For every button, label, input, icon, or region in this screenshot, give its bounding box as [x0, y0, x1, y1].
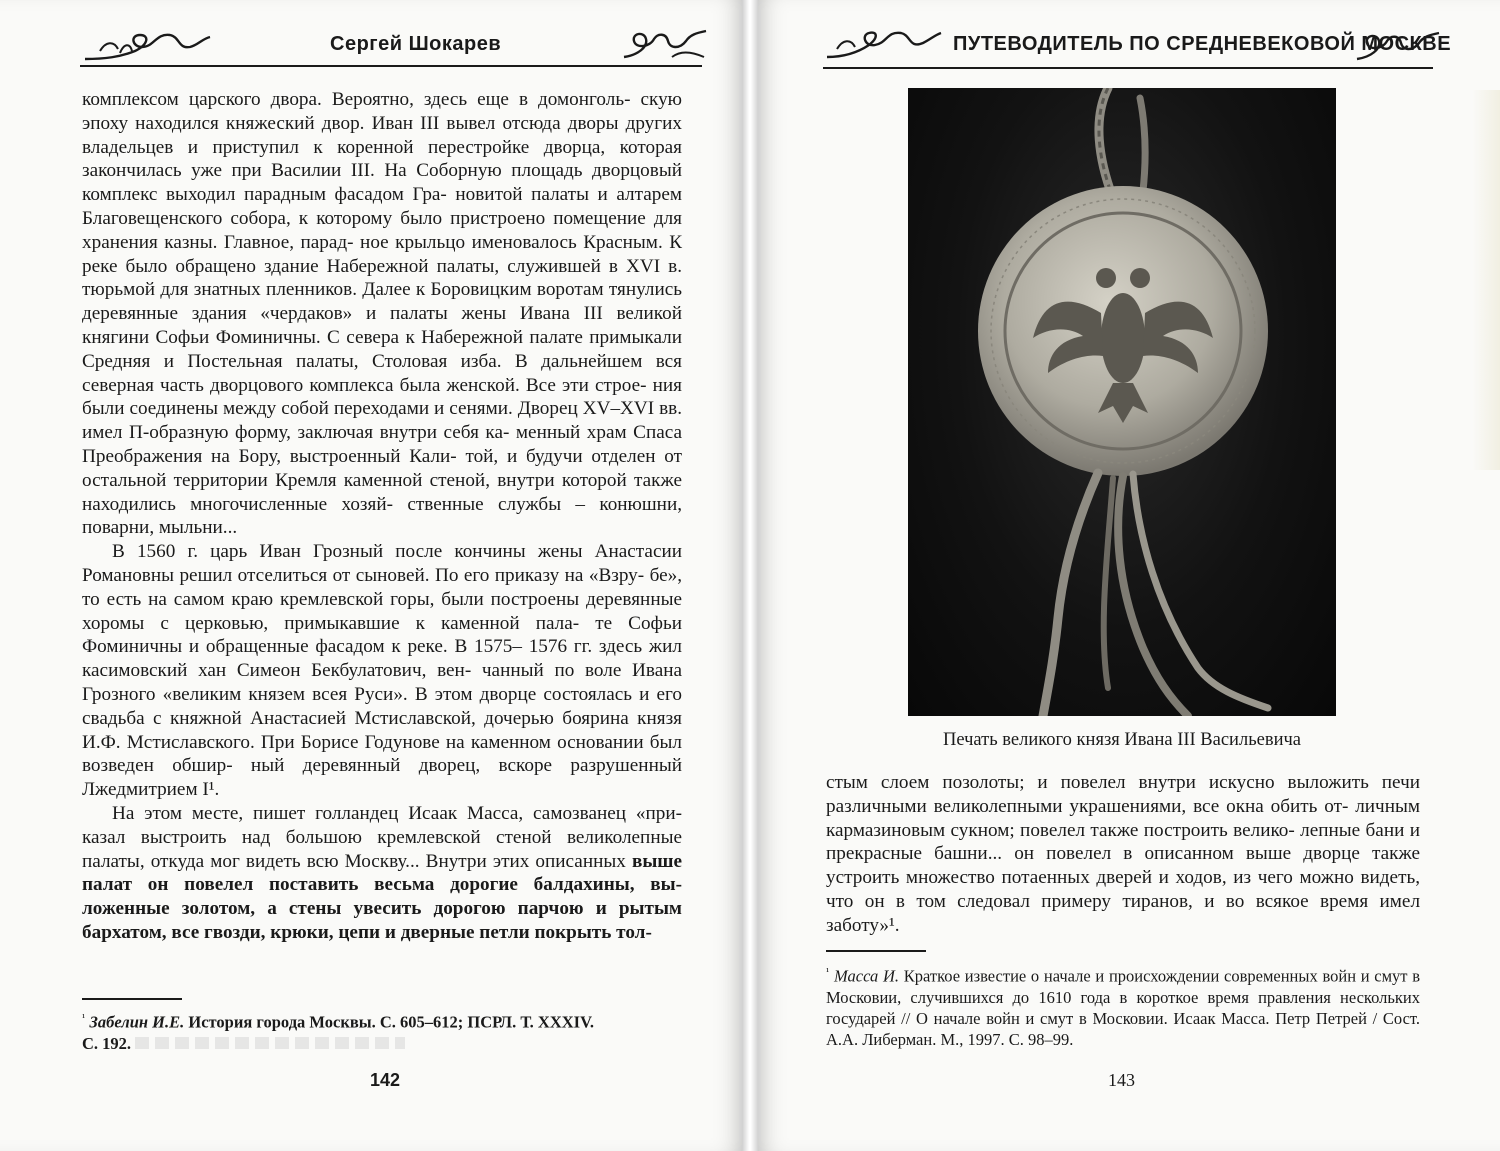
- footnote-author: Масса И.: [834, 966, 900, 986]
- ornament-right-icon: [1353, 29, 1443, 69]
- ornament-right-icon: [620, 27, 710, 67]
- seal-photograph: [908, 88, 1336, 716]
- footnote-author: Забелин И.Е.: [89, 1012, 185, 1032]
- left-footnote: $^{^1}$ Забелин И.Е. История города Москвы. С. 605–612; ПСРЛ. Т. XXXIV. С. 192.: [82, 1012, 595, 1053]
- author-header: Сергей Шокарев: [330, 33, 502, 55]
- left-running-header: [80, 25, 700, 75]
- seal-image: [908, 88, 1336, 716]
- paragraph-3: На этом месте, пишет голландец Исаак Масса, самозванец «при- казал выстроить над большою кремлевской стеной великолепные палаты, откуда мог видеть всю Москву... Внутри этих описанных выше палат он повелел поставить весьма дорогие балдахины, вы- ложенные золотом, а стены увесить дорогою парчою и рытым бархатом, все гвозди, крюки, цепи и дверные петли покрыть тол-: [82, 802, 683, 943]
- figure-caption: Печать великого князя Ивана III Васильевича: [942, 730, 1301, 750]
- book-gutter: [742, 0, 758, 1151]
- footnote-rule: [82, 998, 182, 1000]
- book-title-header: ПУТЕВОДИТЕЛЬ ПО СРЕДНЕВЕКОВОЙ МОСКВЕ: [953, 33, 1452, 55]
- page-number-left: 142: [370, 1070, 401, 1090]
- paragraph-1: комплексом царского двора. Вероятно, здесь еще в домонголь- скую эпоху находился княжеский двор. Иван III вывел отсюда дворы других владельцев и приступил к коренной перестройке дворца, которая закончилась уже при Василии III. На Соборную площадь дворцовый комплекс выходил парадным фасадом Гра- новитой палаты и алтарем Благовещенского собора, к которому было пристроено помещение для хранения казны. Главное, парад- ное крыльцо именовалось Красным. К реке было обращено здание Набережной палаты, служившей в XVI в. тюрьмой для знатных пленников. Далее к Боровицким воротам тянулись деревянные здания «чердаков» и палаты жены Ивана III великой княгини Софьи Фоминичны. С севера к Набережной палате примыкали Средняя и Постельная палаты, Столовая изба. В дальнейшем вся северная часть дворцового комплекса была женской. Все эти строе- ния были соединены между собой переходами и сенями. Дворец XV–XVI вв. имел П-образную форму, заключая внутри себя ка- менный храм Спаса Преображения на Бору, выстроенный Кали- той, и будучи отделен от остальной территории Кремля каменной стеной, внутри которой также находились многочисленные хозяй- ственные службы – конюшни, поварни, мыльни...: [82, 89, 683, 539]
- right-footnote: $^{^1}$ Масса И. Краткое известие о начале и происхождении современных войн и смут в Московии, случившихся до 1610 года в короткое время правления нескольких государей // О начале войн и смут в Московии. Исаак Масса. Петр Петрей / Сост. А.А. Либерман. М., 1997. С. 98–99.: [826, 966, 1421, 1049]
- page-number-right: 143: [1108, 1070, 1135, 1090]
- left-page: [0, 0, 742, 1151]
- footnote-rule: [826, 950, 926, 952]
- header-rule: [823, 67, 1433, 69]
- left-body-text: [82, 88, 682, 945]
- right-page: [758, 0, 1500, 1151]
- ornament-left-icon: [80, 29, 215, 69]
- faded-print: [135, 1037, 405, 1049]
- page-edge-bleed: [1472, 90, 1500, 470]
- paragraph-2: В 1560 г. царь Иван Грозный после кончины жены Анастасии Романовны решил отселиться от сыновей. По его приказу на «Взру- бе», то есть на самом краю кремлевской горы, были построены деревянные хоромы с церковью, примыкавшие к каменной пала- те Софьи Фоминичны и обращенные фасадом к реке. В 1575– 1576 гг. здесь жил касимовский хан Симеон Бекбулатович, вен- чанный по воле Ивана Грозного «великим князем всея Руси». В этом дворце состоялась и его свадьба с княжной Анастасией Мстиславской, дочерью боярина князя И.Ф. Мстиславского. При Борисе Годунове на каменном основании был возведен обшир- ный деревянный дворец, вскоре разрушенный Лжедмитрием I¹.: [82, 541, 683, 801]
- paragraph-continuation: стым слоем позолоты; и повелел внутри искусно выложить печи различными великолепными украшениями, все окна обить от- личным кармазиновым сукном; повелел также построить велико- лепные бани и прекрасные башни... он повелел в описанном выше дворце также устроить множество потаенных дверей и ходов, из чего можно видеть, что он в том следовал примеру тиранов, и во всякое время имел заботу»¹.: [826, 772, 1421, 936]
- right-body-text: [826, 771, 1420, 938]
- header-rule: [80, 65, 702, 67]
- right-running-header: [823, 25, 1452, 75]
- ornament-left-icon: [823, 27, 943, 67]
